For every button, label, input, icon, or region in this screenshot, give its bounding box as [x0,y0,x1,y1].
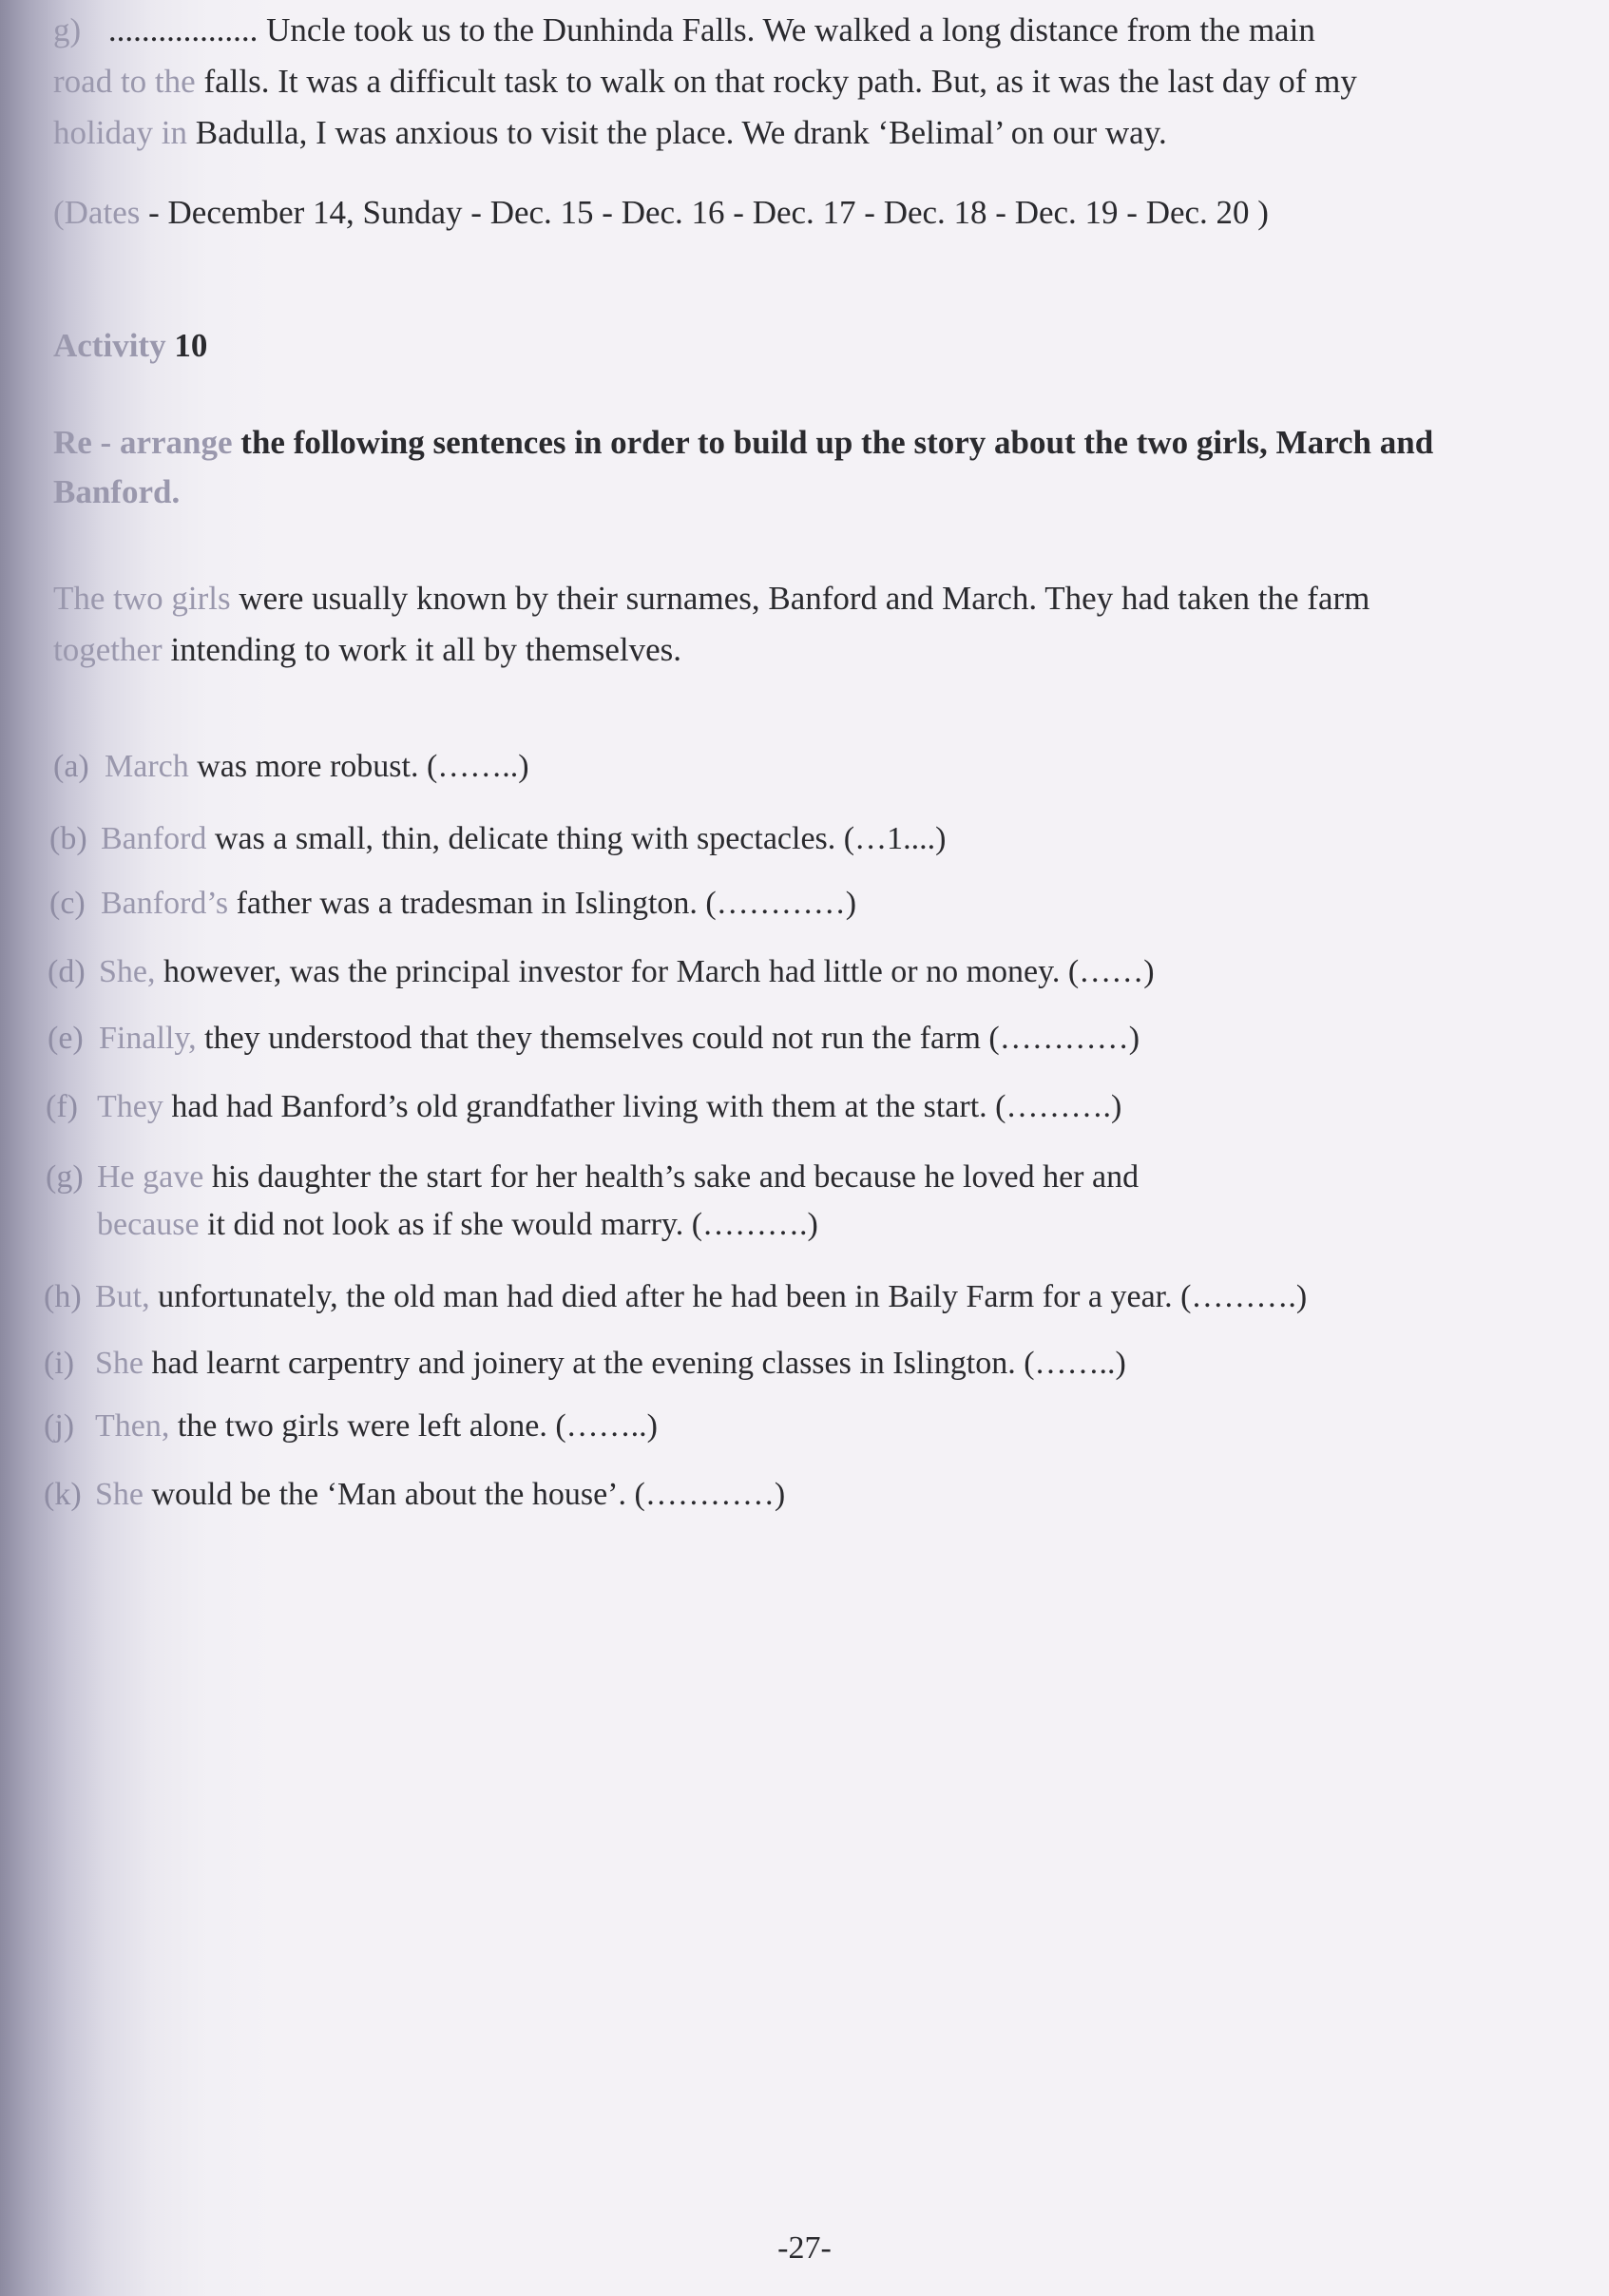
faded-text: because [97,1207,200,1242]
list-item [44,1471,785,1519]
list-item [49,880,856,928]
item-number: (j) [44,1408,75,1444]
list-item [48,948,1155,996]
instruction-line-1 [53,418,1498,468]
item-number: (k) [44,1477,82,1512]
list-item [44,1403,658,1450]
item-number: (e) [48,1021,84,1056]
intro-line-1 [53,574,1498,623]
item-number: (c) [49,886,86,921]
dates-label: (Dates [53,194,141,231]
faded-text: They [97,1089,163,1124]
sentence-text: father was a tradesman in Islington. (…………) [236,886,857,921]
sentence-text: it did not look as if she would marry. (……….) [207,1207,818,1242]
sentence-text: was more robust. (……..) [197,749,529,784]
paragraph-line-2 [53,57,1498,106]
paragraph-text: Uncle took us to the Dunhinda Falls. We walked a long distance from the main [266,11,1315,48]
intro-text: were usually known by their surnames, Banford and March. They had taken the farm [239,580,1370,617]
paragraph-line-1 [53,6,1498,55]
item-number: (b) [49,821,87,856]
instruction-text-2: Banford. [53,473,181,510]
paragraph-line-3 [53,108,1498,158]
faded-text: Banford [101,821,207,856]
list-item [46,1154,1139,1201]
dates-line [53,188,1498,238]
dates-text: - December 14, Sunday - Dec. 15 - Dec. 16 - Dec. 17 - Dec. 18 - Dec. 19 - Dec. 20 ) [148,194,1269,231]
page-number: -27- [777,2230,832,2266]
list-item [49,815,946,863]
item-number: (g) [46,1159,84,1195]
paragraph-text: Badulla, I was anxious to visit the place. We drank ‘Belimal’ on our way. [195,114,1167,151]
faded-text: She [95,1477,144,1512]
sentence-text: had had Banford’s old grandfather living with them at the start. (……….) [171,1089,1122,1124]
sentence-text: had learnt carpentry and joinery at the evening classes in Islington. (……..) [151,1346,1126,1381]
sentence-text: was a small, thin, delicate thing with spectacles. (…1....) [214,821,947,856]
faded-text: March [105,749,189,784]
faded-text: holiday in [53,114,187,151]
list-item-continuation [97,1201,818,1249]
faded-text: Banford’s [101,886,229,921]
item-label: g) [53,11,82,48]
intro-line-2 [53,625,1498,675]
list-item [44,1273,1307,1321]
faded-text: He gave [97,1159,204,1195]
instruction-line-2 [53,468,1498,517]
faded-text: together [53,631,163,668]
sentence-text: unfortunately, the old man had died after he had been in Baily Farm for a year. (……….) [158,1279,1308,1314]
item-number: (a) [53,749,89,784]
item-number: (d) [48,954,86,989]
list-item [44,1340,1126,1387]
intro-text: intending to work it all by themselves. [170,631,681,668]
list-item [46,1083,1121,1131]
faded-text: She, [99,954,156,989]
faded-text: The two girls [53,580,231,617]
instruction-text: the following sentences in order to build up the story about the two girls, March and [240,424,1434,461]
list-item [53,743,529,791]
sentence-text: however, was the principal investor for March had little or no money. (……) [163,954,1155,989]
paragraph-text: falls. It was a difficult task to walk on that rocky path. But, as it was the last day of my [203,63,1357,100]
activity-heading [53,321,1498,371]
faded-text: Then, [95,1408,170,1444]
faded-text: Finally, [99,1021,197,1056]
sentence-text: the two girls were left alone. (……..) [177,1408,658,1444]
activity-label: Activity [53,327,166,364]
faded-text: Re - arrange [53,424,233,461]
blank-dots: .................. [107,11,259,48]
sentence-text: they understood that they themselves could not run the farm (…………) [204,1021,1140,1056]
item-number: (i) [44,1346,75,1381]
sentence-text: would be the ‘Man about the house’. (…………) [151,1477,786,1512]
faded-text: But, [95,1279,150,1314]
sentence-text: his daughter the start for her health’s sake and because he loved her and [211,1159,1140,1195]
list-item [48,1015,1140,1062]
item-number: (h) [44,1279,82,1314]
item-number: (f) [46,1089,78,1124]
faded-text: She [95,1346,144,1381]
faded-text: road to the [53,63,196,100]
activity-number: 10 [174,327,208,364]
